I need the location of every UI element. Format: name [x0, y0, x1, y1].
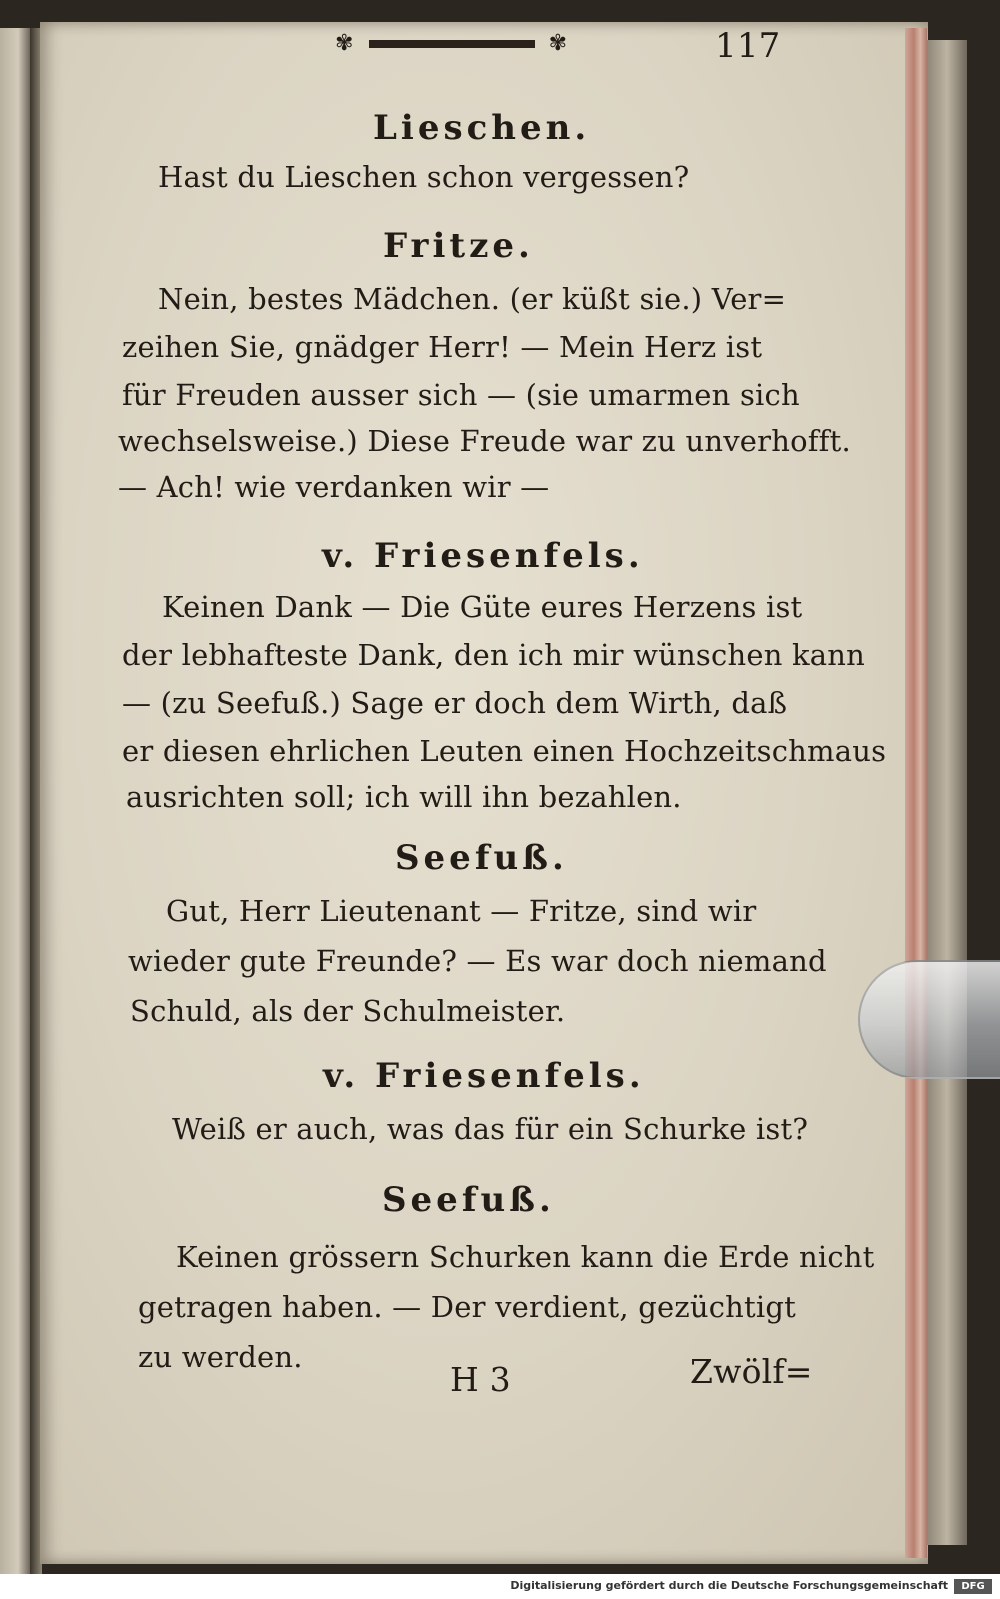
- speech-line: ausrichten soll; ich will ihn bezahlen.: [126, 780, 682, 814]
- speech-line: zeihen Sie, gnädger Herr! — Mein Herz ist: [122, 330, 763, 364]
- page-clip: [858, 960, 1000, 1079]
- speech-line: — (zu Seefuß.) Sage er doch dem Wirth, daß: [122, 686, 788, 720]
- speech-line: wieder gute Freunde? — Es war doch niemand: [128, 944, 827, 978]
- page-stack-edge: [905, 28, 927, 1558]
- speech-line: getragen haben. — Der verdient, gezüchtigt: [138, 1290, 796, 1324]
- catchword: Zwölf=: [690, 1352, 813, 1391]
- digitization-footer: [0, 1574, 1000, 1599]
- speech-line: er diesen ehrlichen Leuten einen Hochzeitschmaus: [122, 734, 887, 768]
- page-number: 117: [715, 26, 781, 66]
- signature-mark: H 3: [450, 1360, 511, 1399]
- speaker-fritze: Fritze.: [383, 226, 534, 266]
- speech-line: zu werden.: [138, 1340, 303, 1374]
- ornament-flourish-icon: ✾: [335, 31, 354, 56]
- speech-line: wechselsweise.) Diese Freude war zu unverhofft.: [118, 424, 851, 458]
- speech-line: der lebhafteste Dank, den ich mir wünschen kann: [122, 638, 866, 672]
- speech-line: Keinen Dank — Die Güte eures Herzens ist: [162, 590, 803, 624]
- speech-line: Nein, bestes Mädchen. (er küßt sie.) Ver=: [158, 282, 787, 316]
- speech-line: Weiß er auch, was das für ein Schurke ist?: [172, 1112, 809, 1146]
- footer-credit: Digitalisierung gefördert durch die Deutsche Forschungsgemeinschaft: [510, 1579, 948, 1592]
- dfg-logo: DFG: [954, 1579, 992, 1594]
- speaker-lieschen: Lieschen.: [373, 108, 591, 148]
- speech-line: Keinen grössern Schurken kann die Erde nicht: [176, 1240, 875, 1274]
- header-ornament: [335, 32, 567, 56]
- speech-line: — Ach! wie verdanken wir —: [118, 470, 550, 504]
- speech-line: Gut, Herr Lieutenant — Fritze, sind wir: [166, 894, 757, 928]
- speaker-seefuss: Seefuß.: [382, 1180, 555, 1220]
- speech-line: für Freuden ausser sich — (sie umarmen sich: [122, 378, 800, 412]
- cover-edge: [927, 40, 967, 1545]
- speech-line: Schuld, als der Schulmeister.: [130, 994, 566, 1028]
- speech-line: Hast du Lieschen schon vergessen?: [158, 160, 690, 194]
- speaker-seefuss: Seefuß.: [395, 838, 568, 878]
- speaker-friesenfels: v. Friesenfels.: [323, 1056, 645, 1096]
- speaker-friesenfels: v. Friesenfels.: [322, 536, 644, 576]
- ornament-flourish-icon: ✾: [548, 31, 567, 56]
- left-page-edge: [0, 28, 30, 1574]
- ornament-bar: [369, 40, 535, 48]
